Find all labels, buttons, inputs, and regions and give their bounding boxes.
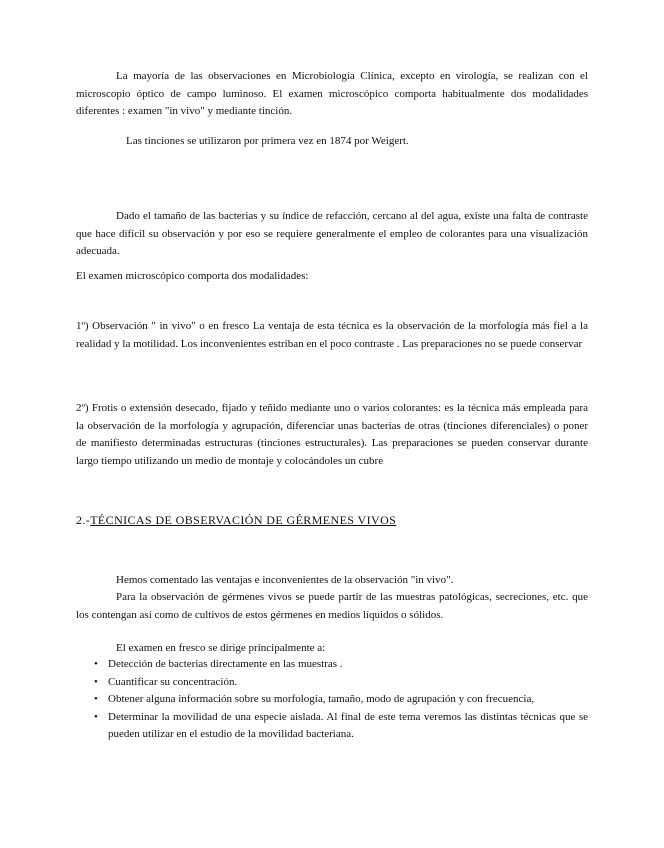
- bullet-icon: •: [94, 710, 98, 723]
- bullet-icon: •: [94, 658, 98, 670]
- section-number: 2.-: [76, 513, 91, 527]
- section-title: TÉCNICAS DE OBSERVACIÓN DE GÉRMENES VIVOS: [90, 513, 397, 527]
- list-item-text: Obtener alguna información sobre su morfología, tamaño, modo de agrupación y con frecuencia,: [108, 693, 535, 705]
- in-vivo-observation-paragraph: 1º) Observación " in vivo" o en fresco La ventaja de esta técnica es la observación de la morfología más fiel a la realidad y la motilidad. Los inconvenientes estriban en el poco contraste . Las preparaciones no se puede conservar: [76, 320, 588, 350]
- section-heading: [76, 512, 588, 530]
- list-item: [76, 674, 588, 692]
- list-item-text: Determinar la movilidad de una especie aislada. Al final de este tema veremos las distintas técnicas que se pueden utilizar en el estudio de la movilidad bacteriana.: [108, 710, 588, 740]
- list-item: [76, 656, 588, 674]
- fresh-exam-paragraph: El examen en fresco se dirige principalmente a:: [116, 642, 326, 654]
- list-item: [76, 709, 588, 744]
- weigert-paragraph: Las tinciones se utilizaron por primera vez en 1874 por Weigert.: [126, 135, 409, 147]
- list-item-text: Cuantificar su concentración.: [108, 675, 238, 688]
- bullet-icon: •: [94, 693, 98, 705]
- contrast-paragraph: Dado el tamaño de las bacterias y su índice de refacción, cercano al del agua, existe una falta de contraste que hace difícil su observación y por eso se requiere generalmente el empleo de colorantes para una visualización adecuada.: [76, 210, 588, 257]
- modalities-paragraph: El examen microscópico comporta dos modalidades:: [76, 270, 309, 282]
- smear-observation-paragraph: 2º) Frotis o extensión desecado, fijado y teñido mediante uno o varios colorantes: es la técnica más empleada para la observación de la morfología y agrupación, diferenciar unas bacterias de otras (tinciones diferenciales) o poner de manifiesto determinadas estructuras (tinciones estructurales). Las preparaciones se pueden conservar durante largo tiempo utilizando un medio de montaje y colocándoles un cubre: [76, 402, 588, 467]
- fresh-exam-list: [76, 656, 588, 744]
- advantages-paragraph: Hemos comentado las ventajas e inconvenientes de la observación "in vivo".: [116, 574, 454, 586]
- list-item-text: Detección de bacterias directamente en las muestras .: [108, 658, 343, 670]
- intro-paragraph: La mayoría de las observaciones en Microbiología Clínica, excepto en virología, se realizan con el microscopio óptico de campo luminoso. El examen microscópico comporta habitualmente dos modalidades diferentes : examen "in vivo" y mediante tinción.: [76, 70, 588, 117]
- list-item: [76, 691, 588, 709]
- bullet-icon: •: [94, 675, 98, 688]
- live-germs-paragraph: Para la observación de gérmenes vivos se puede partir de las muestras patológicas, secreciones, etc. que los contengan así como de cultivos de estos gérmenes en medios líquidos o sólidos.: [76, 591, 588, 621]
